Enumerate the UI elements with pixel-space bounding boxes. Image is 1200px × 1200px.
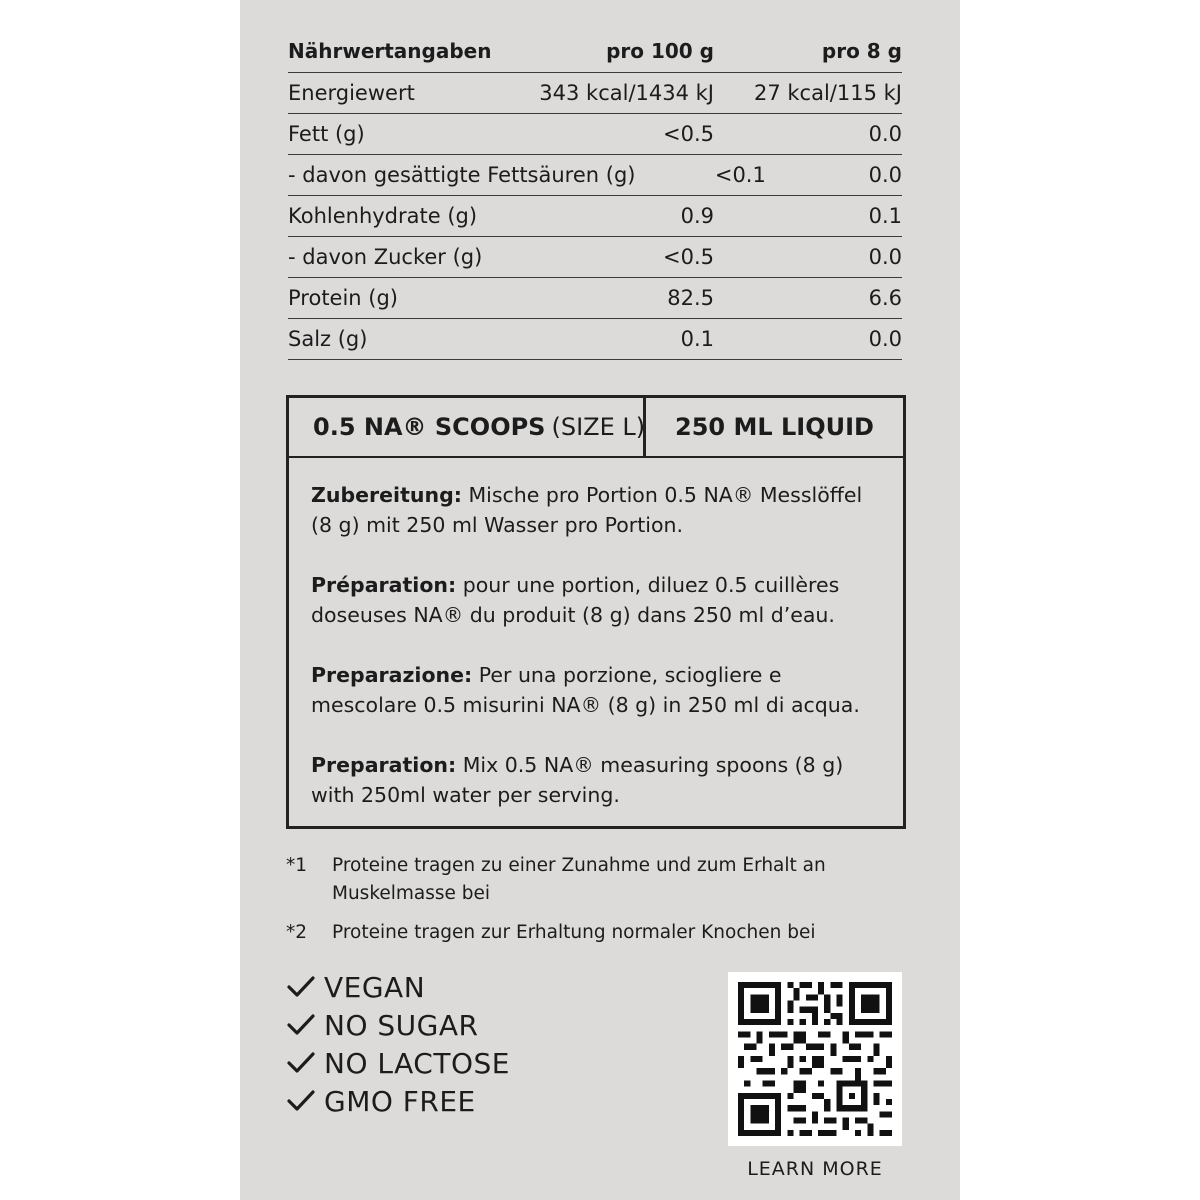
claim-item [286, 1082, 510, 1120]
learn-more-link[interactable]: LEARN MORE [747, 1158, 883, 1180]
checkmark-icon [286, 1012, 316, 1038]
nutrient-name: - davon Zucker (g) [288, 245, 483, 269]
instruction-it [311, 660, 881, 720]
scoop-size-cell [289, 398, 646, 456]
scoop-size: (SIZE L) [551, 413, 646, 441]
checkmark-icon [286, 974, 316, 1000]
claim-item [286, 968, 510, 1006]
nutrient-per100: <0.5 [663, 122, 714, 146]
footnote-text: Proteine tragen zur Erhaltung normaler Knochen bei [332, 922, 816, 943]
nutrition-row [288, 278, 902, 319]
qr-code-icon [738, 982, 892, 1136]
nutrition-row [288, 114, 902, 155]
nutrient-per100: <0.1 [714, 163, 766, 187]
qr-code[interactable] [728, 972, 902, 1146]
liquid-amount: 250 ML LIQUID [675, 413, 874, 441]
claim-label: NO SUGAR [324, 1008, 479, 1042]
instruction-fr [311, 570, 881, 630]
nutrient-per100: 82.5 [667, 286, 714, 310]
claim-item [286, 1006, 510, 1044]
claim-item [286, 1044, 510, 1082]
instruction-en [311, 750, 881, 810]
nutrient-per8: 0.0 [868, 245, 902, 269]
nutrition-row [288, 155, 902, 196]
instruction-text: Per una porzione, sciogliere e mescolare 0.5 misurini NA® (8 g) in 250 ml di acqua. [311, 663, 860, 717]
footnote-text: Proteine tragen zu einer Zunahme und zum Erhalt an Muskelmasse bei [332, 855, 826, 904]
instruction-text: Mische pro Portion 0.5 NA® Messlöffel (8 g) mit 250 ml Wasser pro Portion. [311, 483, 863, 537]
claim-label: GMO FREE [324, 1084, 476, 1118]
product-claims [286, 968, 510, 1120]
nutrition-header-row [288, 30, 902, 73]
label-panel [240, 0, 960, 1200]
nutrient-per8: 0.1 [868, 204, 902, 228]
nutrition-row [288, 319, 902, 360]
footnote-mark: *1 [286, 855, 308, 876]
nutrient-per8: 0.0 [868, 122, 902, 146]
nutrient-per8: 0.0 [868, 163, 902, 187]
instruction-label: Preparation: [311, 753, 457, 777]
nutrient-name: - davon gesättigte Fettsäuren (g) [288, 163, 636, 187]
instruction-text: Mix 0.5 NA® measuring spoons (8 g) with 250ml water per serving. [311, 753, 844, 807]
nutrition-row [288, 196, 902, 237]
nutrient-name: Protein (g) [288, 286, 399, 310]
footnote [286, 852, 906, 908]
nutrient-name: Energiewert [288, 81, 415, 105]
nutrition-table [288, 30, 902, 360]
nutrition-header-per8: pro 8 g [821, 39, 902, 63]
instruction-label: Zubereitung: [311, 483, 462, 507]
instruction-de [311, 480, 881, 540]
instruction-label: Preparazione: [311, 663, 473, 687]
instruction-label: Préparation: [311, 573, 457, 597]
nutrient-per100: 343 kcal/1434 kJ [539, 81, 714, 105]
footnote [286, 919, 906, 947]
claim-label: NO LACTOSE [324, 1046, 510, 1080]
nutrition-header-label: Nährwertangaben [288, 39, 492, 63]
nutrient-per100: 0.9 [680, 204, 714, 228]
nutrient-name: Kohlenhydrate (g) [288, 204, 478, 228]
checkmark-icon [286, 1050, 316, 1076]
scoop-count: 0.5 NA® SCOOPS [313, 413, 546, 441]
footnotes [286, 852, 906, 958]
preparation-instructions [289, 458, 903, 810]
checkmark-icon [286, 1088, 316, 1114]
preparation-box [286, 395, 906, 829]
nutrient-name: Salz (g) [288, 327, 368, 351]
instruction-text: pour une portion, diluez 0.5 cuillères doseuses NA® du produit (8 g) dans 250 ml d’eau. [311, 573, 840, 627]
footnote-mark: *2 [286, 922, 308, 943]
nutrient-per100: 0.1 [680, 327, 714, 351]
nutrient-per8: 27 kcal/115 kJ [754, 81, 902, 105]
nutrient-per8: 0.0 [868, 327, 902, 351]
nutrient-name: Fett (g) [288, 122, 365, 146]
nutrient-per8: 6.6 [868, 286, 902, 310]
serving-header [289, 398, 903, 458]
nutrition-row [288, 237, 902, 278]
nutrient-per100: <0.5 [663, 245, 714, 269]
nutrition-header-per100: pro 100 g [606, 39, 714, 63]
claim-label: VEGAN [324, 970, 426, 1004]
nutrition-row [288, 73, 902, 114]
